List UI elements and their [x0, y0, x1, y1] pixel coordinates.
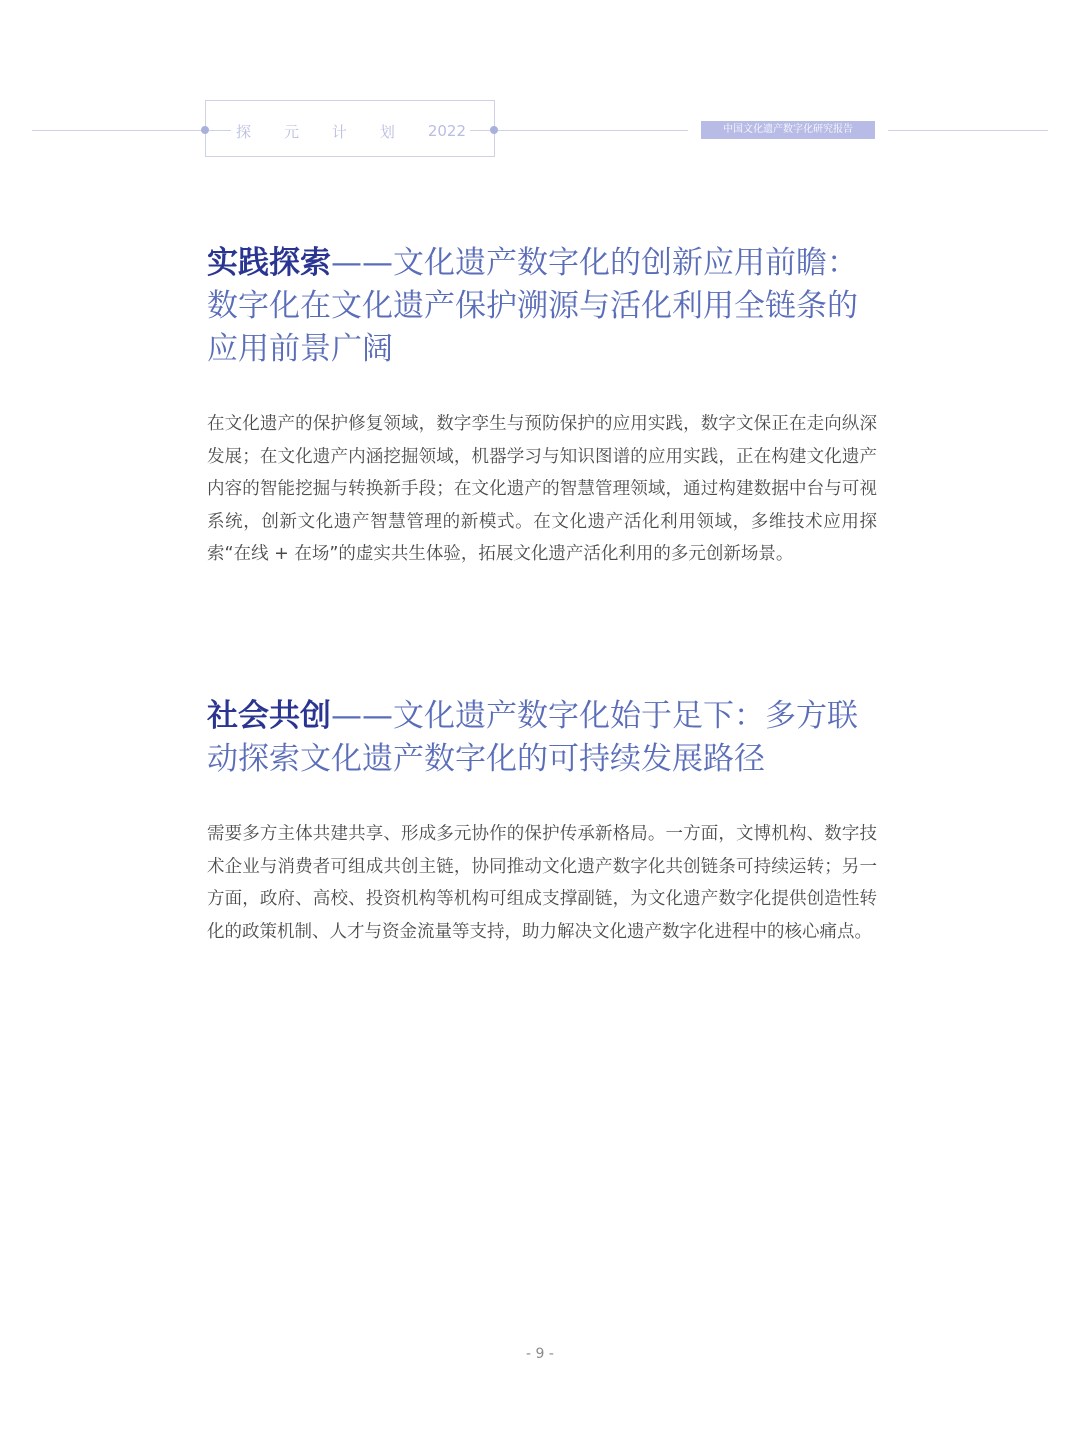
section-title: 文化遗产数字化的创新应用前瞻：数字化在文化遗产保护溯源与活化利用全链条的应用前景广阔	[207, 245, 858, 367]
section-title: 文化遗产数字化始于足下：多方联动探索文化遗产数字化的可持续发展路径	[207, 698, 858, 777]
section-dash: ——	[331, 245, 393, 281]
brand-rule-left	[209, 130, 231, 131]
brand-name	[236, 120, 466, 142]
page-number: - 9 -	[526, 1346, 554, 1362]
report-title-tag: 中国文化遗产数字化研究报告	[701, 121, 875, 139]
header-rule-left	[32, 130, 204, 131]
brand-char: 元	[283, 122, 299, 141]
section-dash: ——	[331, 698, 393, 734]
brand-dot-left	[201, 126, 209, 134]
brand-char: 划	[379, 122, 395, 141]
brand-char: 计	[331, 122, 347, 141]
section-heading-practice	[207, 242, 877, 371]
brand-year: 2022	[427, 122, 466, 140]
section-keyword: 实践探索	[207, 245, 331, 281]
brand-char: 探	[236, 122, 252, 141]
section-keyword: 社会共创	[207, 698, 331, 734]
header-rule-middle	[494, 130, 688, 131]
header-rule-right	[888, 130, 1048, 131]
section-body-practice: 在文化遗产的保护修复领域，数字孪生与预防保护的应用实践，数字文保正在走向纵深发展；在文化遗产内涵挖掘领域，机器学习与知识图谱的应用实践，正在构建文化遗产内容的智能挖掘与转换新手段；在文化遗产的智慧管理领域，通过构建数据中台与可视系统，创新文化遗产智慧管理的新模式。在文化遗产活化利用领域，多维技术应用探索“在线 + 在场”的虚实共生体验，拓展文化遗产活化利用的多元创新场景。	[207, 414, 877, 564]
section-heading-co-creation	[207, 695, 877, 781]
brand-rule-right	[470, 130, 490, 131]
brand-dot-right	[490, 126, 498, 134]
section-body-co-creation: 需要多方主体共建共享、形成多元协作的保护传承新格局。一方面，文博机构、数字技术企业与消费者可组成共创主链，协同推动文化遗产数字化共创链条可持续运转；另一方面，政府、高校、投资机构等机构可组成支撑副链，为文化遗产数字化提供创造性转化的政策机制、人才与资金流量等支持，助力解决文化遗产数字化进程中的核心痛点。	[207, 824, 877, 942]
